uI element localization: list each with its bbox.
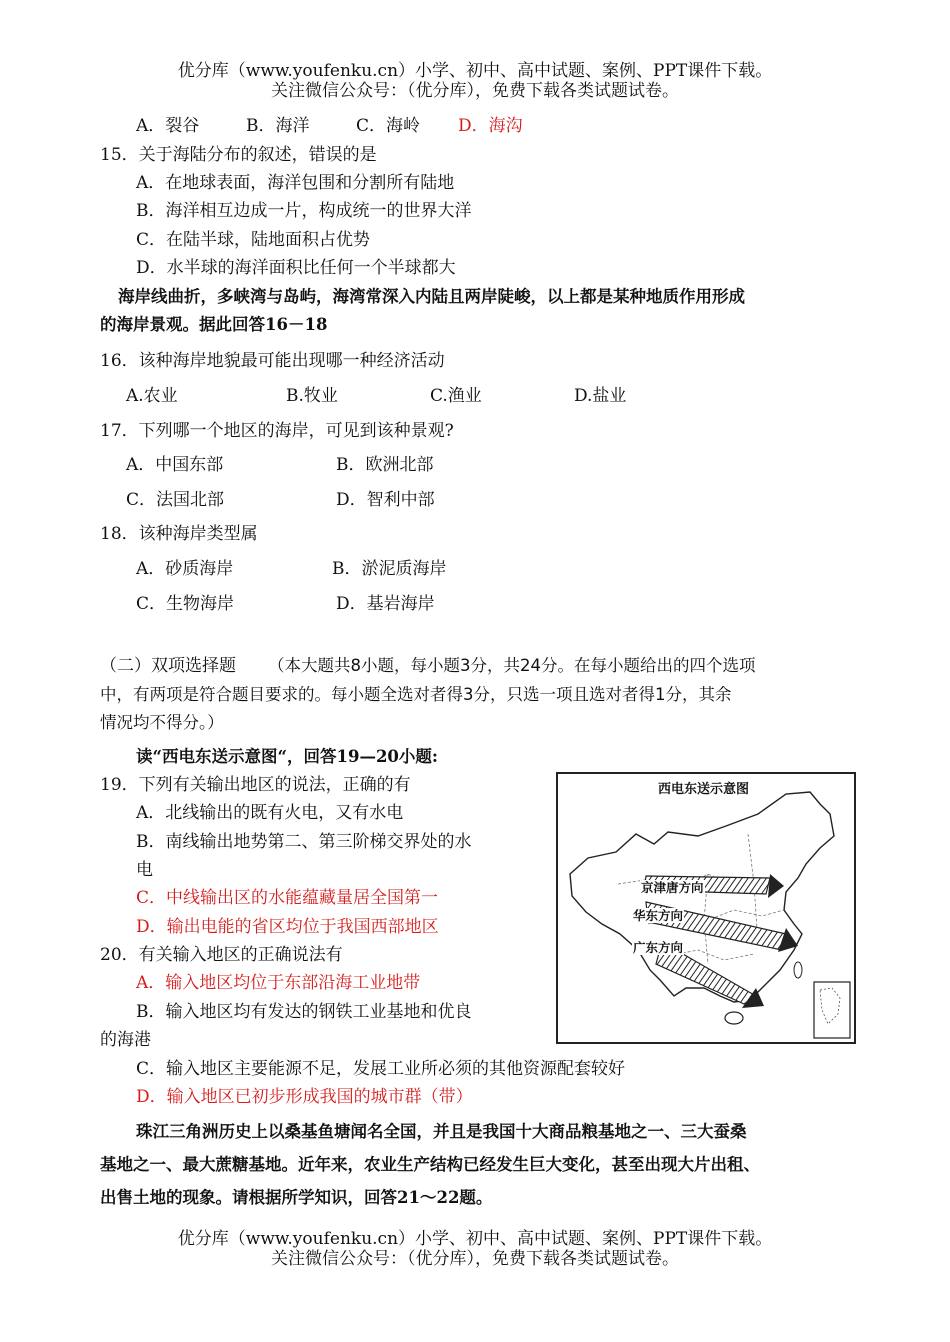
q17-option-b: B．欧洲北部 — [336, 455, 434, 475]
q17-option-d: D．智利中部 — [336, 490, 435, 510]
section-2-line-2: 中，有两项是符合题目要求的。每小题全选对者得3分，只选一项且选对者得1分，其余 — [100, 685, 732, 704]
header-line-1: 优分库（www.youfenku.cn）小学、初中、高中试题、案例、PPT课件下载。 — [177, 61, 773, 81]
china-map-illustration — [558, 774, 854, 1042]
west-east-power-map — [556, 772, 856, 1044]
q16-option-a: A.农业 — [126, 386, 178, 406]
q19-option-b-line-1: B．南线输出地势第二、第三阶梯交界处的水 — [136, 832, 472, 852]
q20-stem: 20．有关输入地区的正确说法有 — [100, 945, 343, 965]
q15-option-a: A．在地球表面，海洋包围和分割所有陆地 — [136, 173, 455, 193]
q15-option-d: D．水半球的海洋面积比任何一个半球都大 — [136, 258, 456, 278]
q20-option-a-answer: A．输入地区均位于东部沿海工业地带 — [136, 973, 421, 993]
passage-2: 读“西电东送示意图“，回答19—20小题: — [136, 747, 438, 766]
passage-1-line-1: 海岸线曲折，多峡湾与岛屿，海湾常深入内陆且两岸陡峻，以上都是某种地质作用形成 — [118, 287, 745, 306]
q17-option-a: A．中国东部 — [126, 455, 224, 475]
q18-option-b: B．淤泥质海岸 — [332, 559, 447, 579]
q17-stem: 17．下列哪一个地区的海岸，可见到该种景观? — [100, 421, 454, 441]
q20-option-b-line-2: 的海港 — [100, 1030, 151, 1050]
q18-stem: 18．该种海岸类型属 — [100, 524, 258, 544]
passage-1-line-2: 的海岸景观。据此回答16－18 — [100, 315, 328, 334]
q20-option-d-answer: D．输入地区已初步形成我国的城市群（带） — [136, 1087, 473, 1107]
q16-option-d: D.盐业 — [574, 386, 627, 406]
q17-option-c: C．法国北部 — [126, 490, 225, 510]
map-label-north: 京津唐方向 — [641, 880, 704, 895]
q15-stem: 15．关于海陆分布的叙述，错误的是 — [100, 145, 377, 165]
passage-3-line-1: 珠江三角洲历史上以桑基鱼塘闻名全国，并且是我国十大商品粮基地之一、三大蚕桑 — [136, 1122, 747, 1141]
q16-option-b: B.牧业 — [286, 386, 338, 406]
section-2-line-3: 情况均不得分。） — [100, 713, 224, 732]
q15-option-c: C．在陆半球，陆地面积占优势 — [136, 230, 371, 250]
q20-option-c: C．输入地区主要能源不足，发展工业所必须的其他资源配套较好 — [136, 1059, 626, 1079]
q18-option-c: C．生物海岸 — [136, 594, 235, 614]
q16-stem: 16．该种海岸地貌最可能出现哪一种经济活动 — [100, 351, 445, 371]
map-title: 西电东送示意图 — [658, 782, 750, 797]
section-2-line-1: （本大题共8小题，每小题3分，共24分。在每小题给出的四个选项 — [268, 656, 756, 675]
q18-option-a: A．砂质海岸 — [136, 559, 234, 579]
passage-3-line-3: 出售土地的现象。请根据所学知识，回答21～22题。 — [100, 1188, 493, 1207]
q19-option-c-answer: C．中线输出区的水能蕴藏量居全国第一 — [136, 888, 439, 908]
north-arrow — [768, 874, 784, 898]
section-2-heading: （二）双项选择题 — [100, 656, 236, 676]
q19-stem: 19．下列有关输出地区的说法，正确的有 — [100, 775, 411, 795]
q20-option-b-line-1: B．输入地区均有发达的钢铁工业基地和优良 — [136, 1002, 472, 1022]
q18-option-d: D．基岩海岸 — [336, 594, 435, 614]
q16-option-c: C.渔业 — [430, 386, 482, 406]
q19-option-a: A．北线输出的既有火电，又有水电 — [136, 803, 404, 823]
footer-line-2: 关注微信公众号：（优分库），免费下载各类试题试卷。 — [271, 1249, 679, 1269]
q19-option-d-answer: D．输出电能的省区均位于我国西部地区 — [136, 917, 439, 937]
header-line-2: 关注微信公众号：（优分库），免费下载各类试题试卷。 — [271, 81, 679, 101]
q14-option-d-answer: D．海沟 — [458, 116, 523, 136]
footer-line-1: 优分库（www.youfenku.cn）小学、初中、高中试题、案例、PPT课件下载。 — [177, 1229, 773, 1249]
q14-option-c: C．海岭 — [356, 116, 421, 136]
q19-option-b-line-2: 电 — [136, 860, 153, 880]
passage-3-line-2: 基地之一、最大蔗糖基地。近年来，农业生产结构已经发生巨大变化，甚至出现大片出租、 — [100, 1155, 760, 1174]
map-label-central: 华东方向 — [633, 908, 684, 923]
q14-option-b: B．海洋 — [246, 116, 310, 136]
q14-option-a: A．裂谷 — [136, 116, 200, 136]
q15-option-b: B．海洋相互边成一片，构成统一的世界大洋 — [136, 201, 472, 221]
map-label-south: 广东方向 — [633, 940, 684, 955]
